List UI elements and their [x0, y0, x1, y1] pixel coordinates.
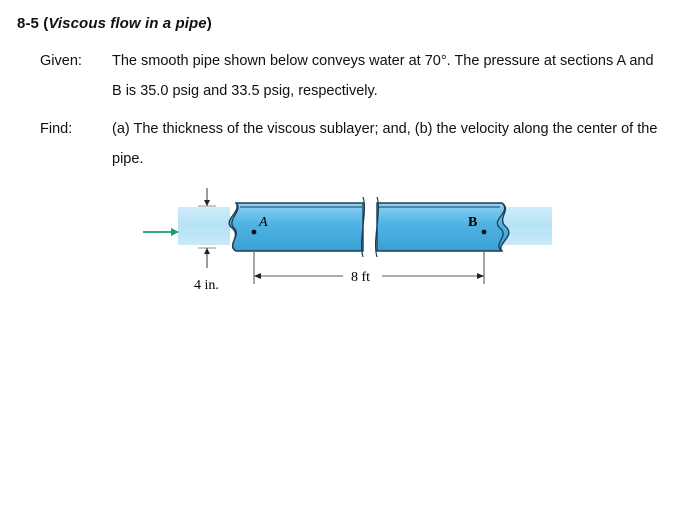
section-b-point	[482, 230, 487, 235]
diameter-arrow-top	[204, 200, 210, 206]
section-b-label: B	[468, 215, 478, 230]
problem-title: 8-5 (Viscous flow in a pipe)	[17, 15, 212, 32]
find-line-2: pipe.	[112, 151, 144, 167]
water-stream-right	[500, 207, 552, 245]
given-line-1: The smooth pipe shown below conveys water at 70°. The pressure at sections A and	[112, 53, 654, 69]
diameter-arrow-bottom	[204, 248, 210, 254]
find-text	[112, 114, 682, 174]
find-line-1: (a) The thickness of the viscous sublayer; and, (b) the velocity along the center of the	[112, 121, 658, 137]
pipe-segment-right	[377, 203, 509, 251]
section-a-point	[252, 230, 257, 235]
problem-topic: Viscous flow in a pipe	[48, 15, 207, 32]
diameter-label: 4 in.	[194, 278, 219, 293]
water-stream-left	[178, 207, 230, 245]
problem-number: 8-5	[17, 15, 39, 32]
pipe-figure	[130, 180, 570, 300]
section-a-label: A	[259, 215, 268, 230]
length-arrow-right	[477, 273, 484, 279]
given-text	[112, 46, 682, 106]
find-label: Find:	[40, 121, 73, 137]
given-line-2: B is 35.0 psig and 33.5 psig, respectively.	[112, 83, 378, 99]
length-arrow-left	[254, 273, 261, 279]
given-label: Given:	[40, 53, 82, 69]
pipe-segment-left	[229, 203, 363, 251]
flow-arrow-head	[171, 228, 179, 236]
length-label: 8 ft	[351, 270, 371, 285]
